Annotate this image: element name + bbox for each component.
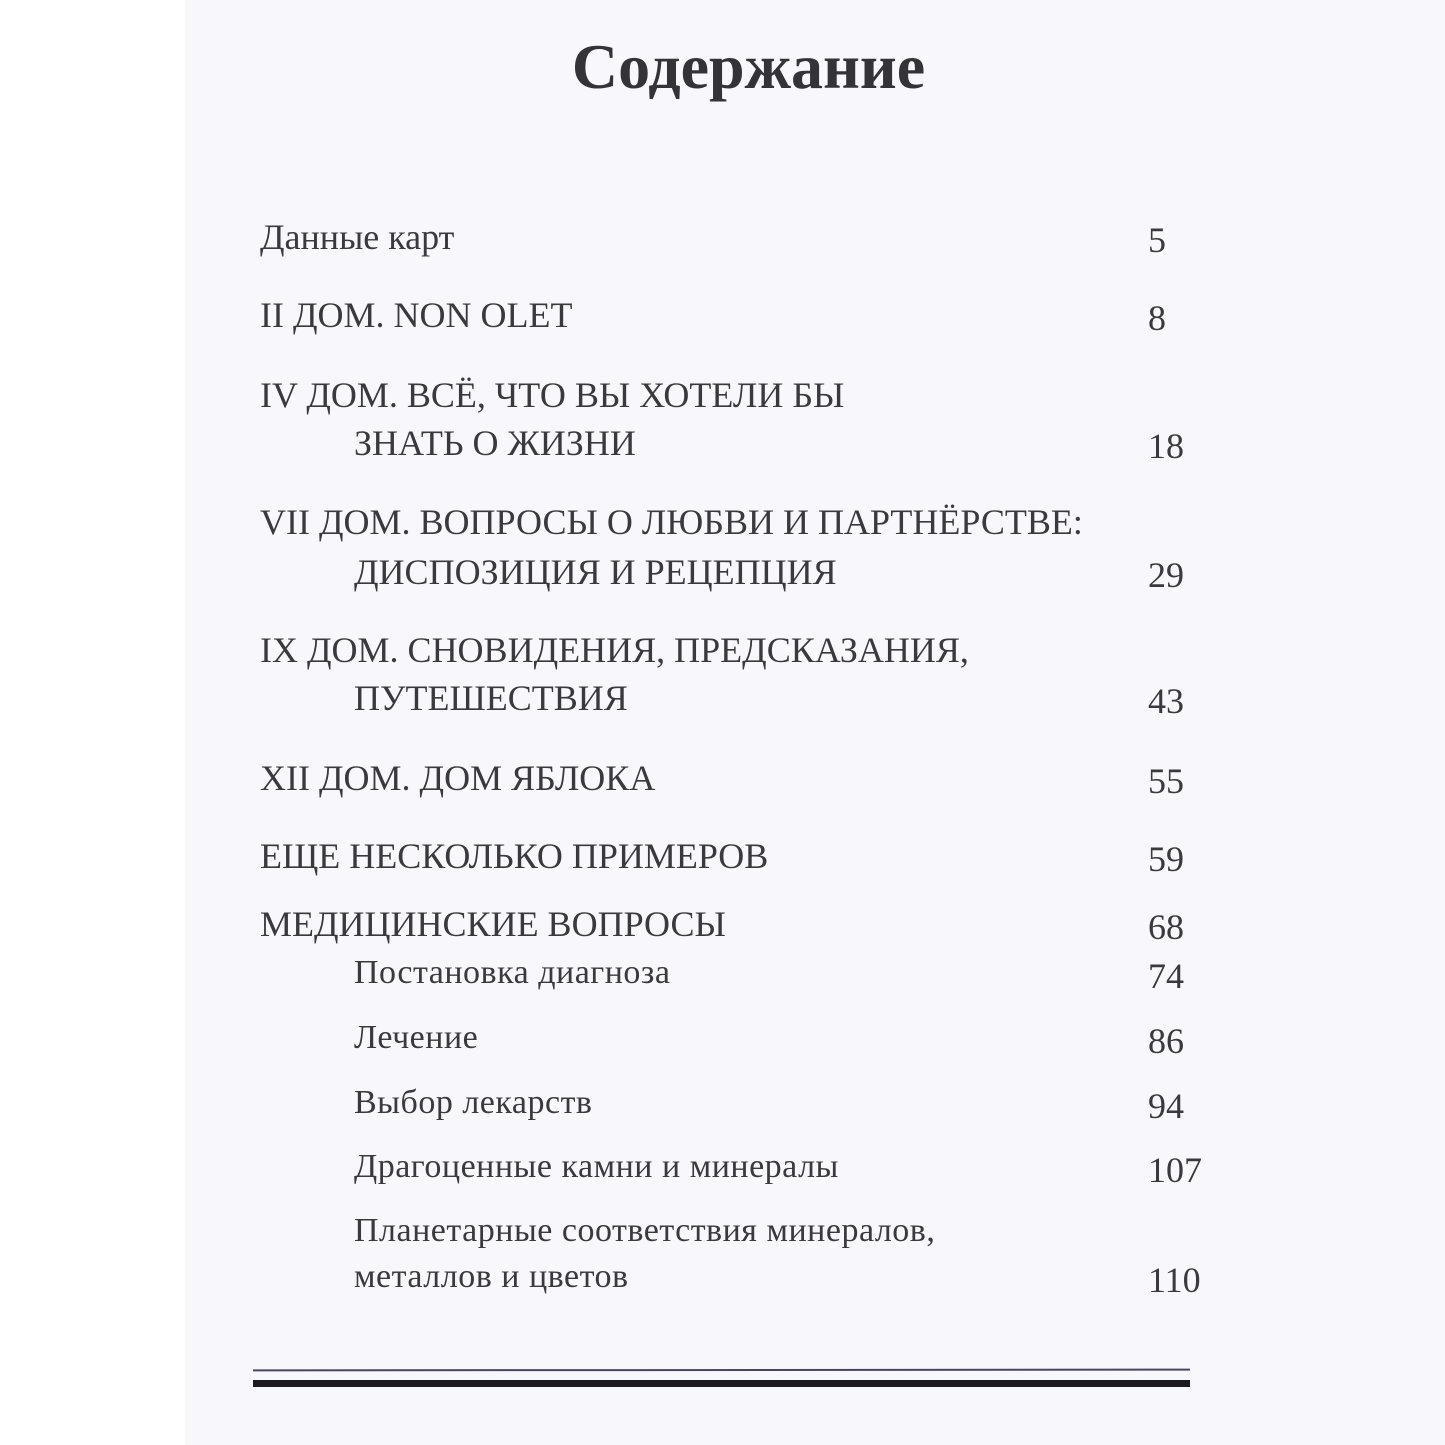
page-title: Содержание — [571, 31, 926, 102]
toc-entry-title: Лечение — [354, 1019, 479, 1056]
toc-entry-title: ЗНАТЬ О ЖИЗНИ — [354, 423, 636, 463]
toc-entry-title: Постановка диагноза — [354, 954, 671, 991]
toc-entry-page: 55 — [1148, 761, 1184, 801]
toc-entry-page: 59 — [1148, 839, 1184, 879]
toc-entry-title: Выбор лекарств — [354, 1084, 593, 1121]
toc-entry-page: 94 — [1148, 1086, 1184, 1126]
toc-entry-title: VII ДОМ. ВОПРОСЫ О ЛЮБВИ И ПАРТНЁРСТВЕ: — [260, 502, 1083, 542]
toc-entry-title: МЕДИЦИНСКИЕ ВОПРОСЫ — [260, 904, 726, 944]
toc-entry-title: Планетарные соответствия минералов, — [354, 1212, 936, 1249]
toc-entry-page: 110 — [1148, 1260, 1201, 1300]
toc-entry-page: 68 — [1148, 907, 1184, 947]
footer-rule-thick — [253, 1380, 1190, 1387]
toc-entry-page: 86 — [1148, 1021, 1184, 1061]
toc-entry-title: IV ДОМ. ВСЁ, ЧТО ВЫ ХОТЕЛИ БЫ — [260, 375, 845, 415]
toc-entry-title: Драгоценные камни и минералы — [354, 1148, 839, 1185]
toc-entry-page: 18 — [1148, 426, 1184, 466]
toc-entry-page: 43 — [1148, 681, 1184, 721]
toc-entry-page: 74 — [1148, 956, 1184, 996]
toc-entry-page: 8 — [1148, 298, 1166, 338]
toc-entry-page: 5 — [1148, 220, 1166, 260]
toc-entry-title: IX ДОМ. СНОВИДЕНИЯ, ПРЕДСКАЗАНИЯ, — [260, 630, 969, 670]
toc-entry-title: II ДОМ. NON OLET — [260, 295, 573, 335]
toc-entry-page: 107 — [1148, 1150, 1202, 1190]
toc-entry-title: металлов и цветов — [354, 1258, 629, 1295]
toc-entry-title: ДИСПОЗИЦИЯ И РЕЦЕПЦИЯ — [354, 552, 837, 592]
toc-entry-title: XII ДОМ. ДОМ ЯБЛОКА — [260, 758, 656, 798]
toc-entry-title: Данные карт — [260, 217, 455, 257]
toc-entry-title: ПУТЕШЕСТВИЯ — [354, 678, 628, 718]
toc-entry-title: ЕЩЕ НЕСКОЛЬКО ПРИМЕРОВ — [260, 836, 769, 876]
toc-entry-page: 29 — [1148, 555, 1184, 595]
